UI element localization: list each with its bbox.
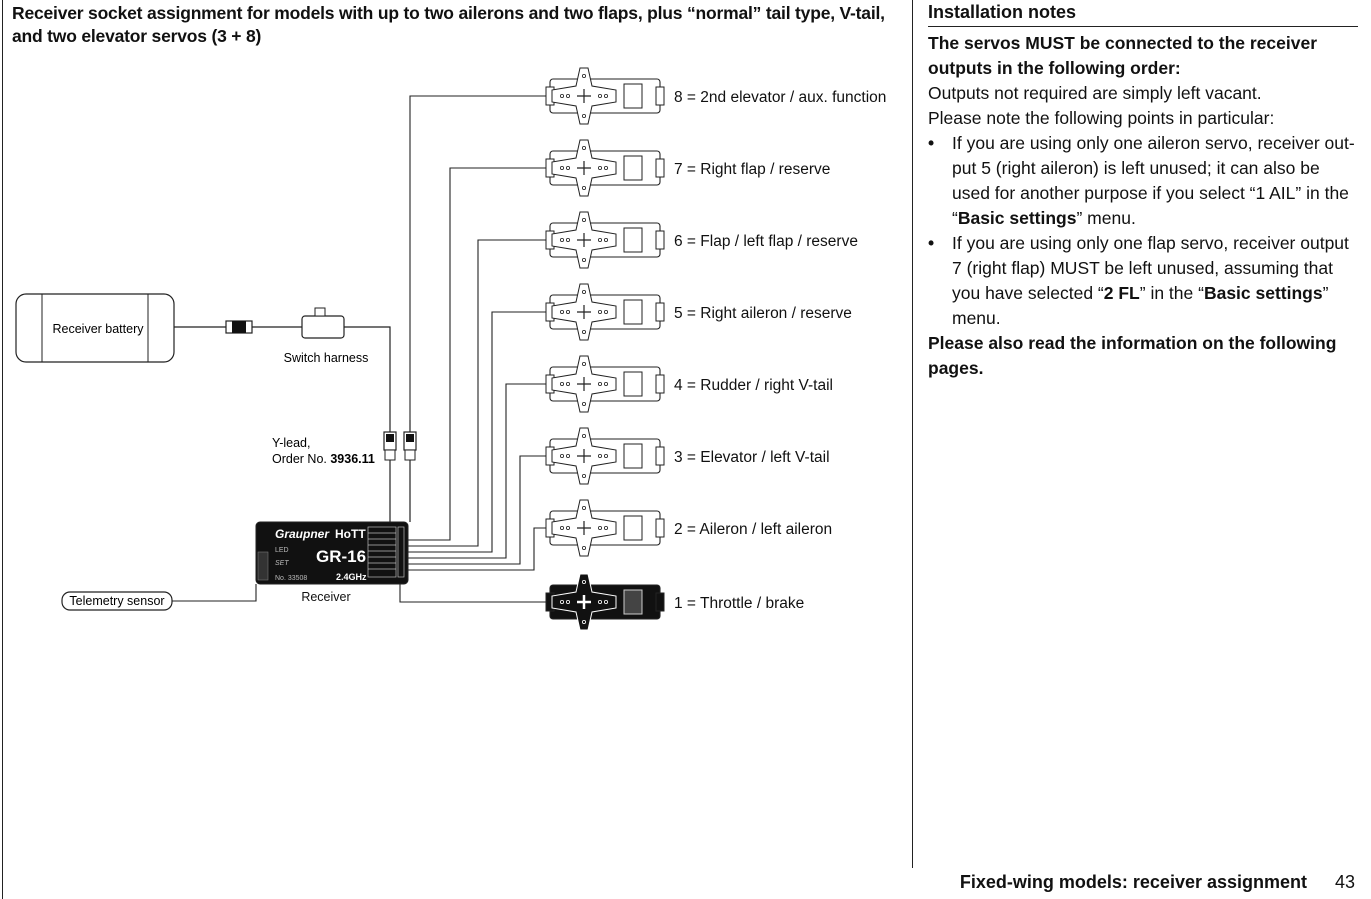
servo-wires: [400, 96, 548, 602]
notes-line1: Outputs not required are simply left vacant.: [928, 83, 1262, 103]
servo-8: [546, 68, 886, 124]
receiver-hott: HoTT: [335, 527, 366, 541]
receiver-battery-label: Receiver battery: [52, 322, 144, 336]
column-divider: [912, 0, 913, 868]
page-number: 43: [1334, 872, 1355, 892]
receiver-label: Receiver: [301, 590, 351, 604]
switch-harness-label: Switch harness: [283, 351, 369, 365]
servo-5: [546, 284, 852, 340]
switch-harness: [284, 308, 369, 365]
receiver-set: SET: [275, 560, 289, 567]
notes-bullets: [928, 131, 1358, 331]
receiver-model: GR-16: [316, 547, 367, 566]
notes-title: Installation notes: [928, 0, 1358, 27]
notes-intro: The servos MUST be connected to the receiver outputs in the following order:: [928, 33, 1318, 78]
telemetry-sensor: [62, 592, 172, 610]
bullet-marker: •: [928, 133, 935, 153]
y-lead-label: Y-lead,: [272, 436, 311, 450]
servo-label: 3 = Elevator / left V-tail: [674, 449, 830, 466]
diagram-title: Receiver socket assignment for models with up to two ailerons and two flaps, plus “normal” tail type, V-tail, and two elevator servos (3 + 8): [12, 3, 885, 46]
servo-7: [546, 140, 830, 196]
servo-label: 5 = Right aileron / reserve: [674, 305, 852, 322]
notes-line2: Please note the following points in particular:: [928, 108, 1275, 128]
footer-section-title: Fixed-wing models: receiver assignment: [959, 872, 1307, 892]
receiver-number: No. 33508: [275, 575, 308, 582]
receiver-freq: 2.4GHz: [336, 572, 367, 582]
receiver-led: LED: [275, 547, 289, 554]
servo-label: 2 = Aileron / left aileron: [674, 521, 833, 538]
servo-2: [546, 500, 832, 556]
servo-label: 8 = 2nd elevator / aux. function: [674, 89, 887, 106]
notes-bullet-2: • If you are using only one flap servo, receiver output 7 (right flap) MUST be left unused, assuming that you have selected “2 FL” in the “Basic settings” menu.: [928, 233, 1349, 328]
servo-4: [546, 356, 833, 412]
servo-label: 4 = Rudder / right V-tail: [674, 377, 833, 394]
servo-6: [546, 212, 858, 268]
receiver-brand: Graupner: [275, 527, 330, 541]
servo-3: [546, 428, 830, 484]
battery-connector: [226, 321, 252, 333]
notes-bullet-1: • If you are using only one aileron servo, receiver out-put 5 (right aileron) is left unused; it can also be used for another purpose if you select “1 AIL” in the “Basic settings” menu.: [928, 133, 1355, 228]
servo-1: [546, 574, 804, 630]
receiver-battery: [16, 294, 174, 362]
servo-label: 7 = Right flap / reserve: [674, 161, 831, 178]
y-lead-order: Order No. 3936.11: [272, 452, 375, 466]
installation-notes: [928, 0, 1358, 381]
y-lead: [272, 432, 416, 466]
receiver-gr16: [256, 522, 408, 604]
telemetry-sensor-label: Telemetry sensor: [69, 594, 165, 608]
bullet-marker: •: [928, 233, 935, 253]
servo-label: 6 = Flap / left flap / reserve: [674, 233, 858, 250]
servo-label: 1 = Throttle / brake: [674, 595, 805, 612]
notes-closing: Please also read the information on the following pages.: [928, 333, 1337, 378]
